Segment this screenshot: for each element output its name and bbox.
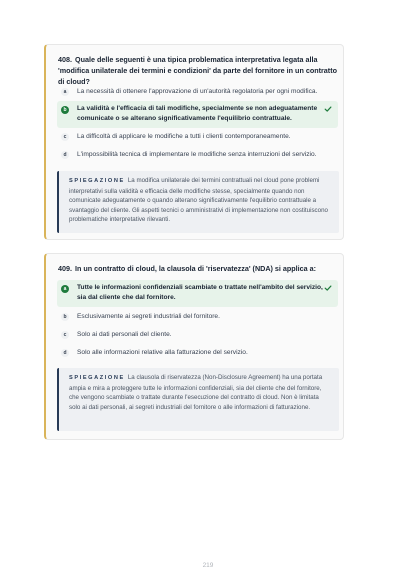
question-card-409 [44,253,344,440]
explanation-text: La modifica unilaterale dei termini contrattuali nel cloud pone problemi interpretativi sulla validità e efficacia delle modifiche stesse, specialmente quando non comunicate adeguatamente o quando alterano significativamente l'equilibrio contrattuale a svantaggio del cliente. Gli aspetti tecnici o amministrativi di implementazione non costituiscono problematiche interpretative rilevanti. [69,177,328,224]
option-text: Solo ai dati personali del cliente. [77,331,172,338]
question-text: In un contratto di cloud, la clausola di 'riservatezza' (NDA) si applica a: [75,264,317,273]
option-c[interactable] [61,132,336,142]
option-d[interactable] [61,348,336,358]
option-text: La difficoltà di applicare le modifiche a tutti i clienti contemporaneamente. [77,133,291,140]
option-b-correct[interactable] [57,101,338,128]
explanation-label: SPIEGAZIONE [69,178,125,184]
question-title [58,54,340,87]
question-title [58,263,340,274]
option-letter-badge: c [61,133,69,141]
explanation-label: SPIEGAZIONE [69,375,125,381]
option-letter-badge: b [61,106,69,114]
option-text: Esclusivamente ai segreti industriali del fornitore. [77,313,220,320]
option-text: Tutte le informazioni confidenziali scambiate o trattate nell'ambito del servizio, sia dal cliente che dal fornitore. [77,284,323,301]
option-text: Solo alle informazioni relative alla fatturazione del servizio. [77,349,248,356]
option-letter-badge: b [61,313,69,321]
explanation-text: La clausola di riservatezza (Non-Disclosure Agreement) ha una portata ampia e mira a proteggere tutte le informazioni confidenziali, sia del cliente che del fornitore, che vengono scambiate o trattate durante l'esecuzione del contratto di cloud. Non è limitata solo ai dati personali, ai segreti industriali del fornitore o alle informazioni di fatturazione. [69,374,323,411]
question-number: 408. [58,55,72,64]
option-text: L'impossibilità tecnica di implementare le modifiche senza interruzioni del servizio. [77,151,317,158]
option-text: La validità e l'efficacia di tali modifiche, specialmente se non adeguatamente comunicate o se alterano significativamente l'equilibrio contrattuale. [77,105,318,122]
question-number: 409. [58,264,72,273]
option-letter-badge: c [61,331,69,339]
question-card-408 [44,44,344,240]
option-a-correct[interactable] [57,280,338,307]
option-c[interactable] [61,330,336,340]
option-d[interactable] [61,150,336,160]
question-text: Quale delle seguenti è una tipica problematica interpretativa legata alla 'modifica unilaterale dei termini e condizioni' da parte del fornitore in un contratto di cloud? [58,55,337,86]
option-letter-badge: d [61,151,69,159]
checkmark-icon [324,105,332,113]
option-letter-badge: d [61,349,69,357]
option-letter-badge: a [61,88,69,96]
page-number: 219 [202,562,214,569]
checkmark-icon [324,284,332,292]
option-b[interactable] [61,312,336,322]
option-a[interactable] [61,87,336,97]
explanation-box [57,171,339,233]
explanation-box [57,368,339,431]
option-letter-badge: a [61,285,69,293]
option-text: La necessità di ottenere l'approvazione di un'autorità regolatoria per ogni modifica. [77,88,318,95]
